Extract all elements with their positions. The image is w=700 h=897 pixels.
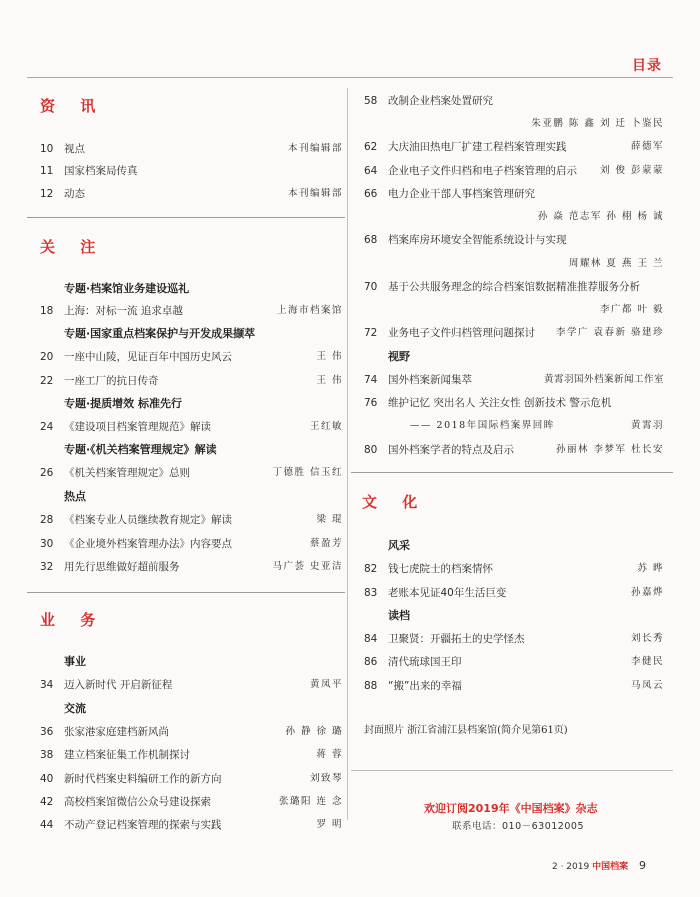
entry-author: 蒋 蓉: [316, 749, 343, 760]
subheading: 专题·提质增效 标准先行: [64, 397, 183, 410]
entry-title: 大庆油田热电厂扩建工程档案管理实践: [388, 141, 567, 153]
entry-title: 《档案专业人员继续教育规定》解读: [64, 514, 232, 526]
toc-entry[interactable]: [364, 630, 664, 648]
toc-entry[interactable]: [364, 138, 664, 156]
entry-page: 82: [364, 563, 378, 575]
toc-entry[interactable]: [40, 816, 343, 834]
entry-title: “搬”出来的幸福: [388, 680, 462, 692]
entry-title: 《机关档案管理规定》总则: [64, 467, 190, 479]
subheading: 交流: [64, 702, 86, 715]
subscribe-phone: 联系电话：010－63012005: [452, 821, 584, 832]
entry-title: 业务电子文件归档管理问题探讨: [388, 327, 535, 339]
entry-page: 30: [40, 538, 54, 550]
section-rule: [27, 217, 345, 218]
toc-entry[interactable]: [364, 162, 664, 180]
toc-entry[interactable]: [40, 372, 343, 390]
entry-title: 档案库房环境安全智能系统设计与实现: [388, 234, 567, 246]
entry-page: 76: [364, 397, 378, 409]
toc-entry[interactable]: [40, 418, 343, 436]
entry-title: 新时代档案史料编研工作的新方向: [64, 773, 222, 785]
entry-author: 王红敏: [309, 421, 343, 432]
entry-subtitle: —— 2018年国际档案界回眸: [410, 420, 555, 431]
section-wenhua: 文 化: [362, 493, 428, 511]
entry-author: 王 伟: [316, 375, 343, 386]
section-rule: [27, 592, 345, 593]
toc-entry[interactable]: [40, 348, 343, 366]
toc-entry[interactable]: [40, 464, 343, 482]
entry-page: 74: [364, 374, 378, 386]
entry-author: 黄霄羽国外档案新闻工作室: [543, 374, 664, 385]
subheading: 事业: [64, 655, 86, 668]
entry-page: 12: [40, 188, 54, 200]
subheading: 专题·档案馆业务建设巡礼: [64, 282, 190, 295]
subscribe-banner: 欢迎订阅2019年《中国档案》杂志: [424, 802, 598, 815]
toc-entry[interactable]: [364, 441, 664, 459]
section-rule: [351, 770, 673, 771]
entry-author: 罗 明: [316, 819, 343, 830]
entry-page: 40: [40, 773, 54, 785]
entry-author: 张璐阳 连 念: [278, 796, 343, 807]
entry-title: 《企业境外档案管理办法》内容要点: [64, 538, 232, 550]
toc-entry[interactable]: [40, 723, 343, 741]
entry-title: 高校档案馆微信公众号建设探索: [64, 796, 211, 808]
entry-page: 62: [364, 141, 378, 153]
entry-title: 国外档案学者的特点及启示: [388, 444, 514, 456]
toc-entry[interactable]: [364, 324, 664, 342]
entry-page: 32: [40, 561, 54, 573]
issue-number: 2 · 2019: [552, 862, 590, 872]
entry-page: 38: [40, 749, 54, 761]
section-yewu: 业 务: [40, 611, 106, 629]
toc-entry[interactable]: [364, 653, 664, 671]
entry-authors: 周耀林 夏 燕 王 兰: [568, 258, 664, 269]
toc-entry[interactable]: [40, 302, 343, 320]
entry-title: 动态: [64, 188, 85, 200]
entry-authors: 李广都 叶 毅: [599, 304, 664, 315]
entry-page: 18: [40, 305, 54, 317]
entry-page: 84: [364, 633, 378, 645]
cover-photo-note: 封面照片 浙江省浦江县档案馆(简介见第61页): [364, 725, 568, 736]
entry-page: 22: [40, 375, 54, 387]
entry-author: 梁 琨: [316, 514, 343, 525]
entry-author: 上海市档案馆: [276, 305, 343, 316]
entry-title: 国外档案新闻集萃: [388, 374, 472, 386]
entry-title: 上海：对标一流 追求卓越: [64, 305, 183, 317]
column-divider: [347, 88, 348, 820]
page-footer: [552, 859, 646, 872]
toc-entry[interactable]: [364, 278, 664, 296]
entry-author: 马凤云: [630, 680, 664, 691]
toc-entry[interactable]: [364, 92, 664, 110]
entry-page: 66: [364, 188, 378, 200]
entry-title: 建立档案征集工作机制探讨: [64, 749, 190, 761]
entry-author: 本刊编辑部: [287, 143, 343, 154]
entry-author: 刘长秀: [630, 633, 664, 644]
entry-page: 11: [40, 165, 54, 177]
toc-entry[interactable]: [364, 231, 664, 249]
toc-entry[interactable]: [364, 584, 664, 602]
entry-title: 钱七虎院士的档案情怀: [388, 563, 493, 575]
subheading: 热点: [64, 490, 86, 503]
toc-entry[interactable]: [40, 676, 343, 694]
entry-author: 刘致琴: [309, 773, 343, 784]
toc-entry[interactable]: [40, 162, 343, 180]
entry-page: 36: [40, 726, 54, 738]
entry-page: 44: [40, 819, 54, 831]
entry-author: 李健民: [630, 656, 664, 667]
entry-title: 卫聚贤：开疆拓土的史学怪杰: [388, 633, 525, 645]
entry-title: 企业电子文件归档和电子档案管理的启示: [388, 165, 577, 177]
entry-author: 李学广 袁春新 骆建珍: [555, 327, 664, 338]
entry-page: 10: [40, 143, 54, 155]
entry-page: 20: [40, 351, 54, 363]
entry-author: 王 伟: [316, 351, 343, 362]
entry-author: 本刊编辑部: [287, 188, 343, 199]
header-rule: [27, 77, 673, 78]
entry-author: 孙嘉烨: [630, 587, 664, 598]
entry-author: 刘 俊 彭蒙蒙: [599, 165, 664, 176]
page-number: 9: [638, 859, 646, 872]
entry-title: 《建设项目档案管理规范》解读: [64, 421, 211, 433]
entry-page: 42: [40, 796, 54, 808]
subheading: 专题·国家重点档案保护与开发成果撷萃: [64, 327, 256, 340]
toc-entry[interactable]: [40, 535, 343, 553]
entry-title: 清代琉球国王印: [388, 656, 462, 668]
entry-page: 28: [40, 514, 54, 526]
entry-author: 孙丽林 李梦军 杜长安: [555, 444, 664, 455]
entry-author: 蔡盈芳: [309, 538, 343, 549]
entry-authors: 朱亚鹏 陈 鑫 刘 迁 卜鉴民: [531, 118, 664, 129]
toc-label: 目录: [632, 58, 662, 74]
entry-title: 一座中山陵，见证百年中国历史风云: [64, 351, 232, 363]
subheading: 读档: [388, 609, 410, 622]
toc-entry[interactable]: [40, 511, 343, 529]
toc-entry[interactable]: [364, 371, 664, 389]
entry-title: 国家档案局传真: [64, 165, 138, 177]
toc-entry[interactable]: [40, 770, 343, 788]
entry-title: 基于公共服务理念的综合档案馆数据精准推荐服务分析: [388, 281, 640, 293]
entry-title: 迈入新时代 开启新征程: [64, 679, 173, 691]
entry-page: 72: [364, 327, 378, 339]
entry-page: 83: [364, 587, 378, 599]
entry-title: 不动产登记档案管理的探索与实践: [64, 819, 222, 831]
toc-entry[interactable]: [364, 394, 664, 412]
section-guanzhu: 关 注: [40, 238, 106, 256]
toc-entry[interactable]: [40, 185, 343, 203]
toc-entry[interactable]: [40, 746, 343, 764]
entry-author: 丁德胜 信玉红: [272, 467, 343, 478]
subheading: 专题·《机关档案管理规定》解读: [64, 443, 217, 456]
subheading: 风采: [388, 539, 410, 552]
entry-page: 86: [364, 656, 378, 668]
entry-author: 薛德军: [630, 141, 664, 152]
entry-page: 70: [364, 281, 378, 293]
section-rule: [351, 472, 673, 473]
toc-entry[interactable]: [40, 140, 343, 158]
entry-title: 张家港家庭建档新风尚: [64, 726, 169, 738]
entry-page: 64: [364, 165, 378, 177]
entry-author: 孙 静 徐 璐: [285, 726, 343, 737]
section-zixun: 资 讯: [40, 97, 106, 115]
toc-entry[interactable]: [364, 677, 664, 695]
entry-author: 黄凤平: [309, 679, 343, 690]
entry-page: 24: [40, 421, 54, 433]
toc-entry[interactable]: [364, 560, 664, 578]
entry-title: 改制企业档案处置研究: [388, 95, 493, 107]
entry-title: 视点: [64, 143, 85, 155]
entry-title: 维护记忆 突出名人 关注女性 创新技术 警示危机: [388, 397, 612, 409]
entry-author: 苏 晔: [637, 563, 664, 574]
toc-entry[interactable]: [40, 558, 343, 576]
entry-title: 老账本见证40年生活巨变: [388, 587, 507, 599]
toc-entry[interactable]: [40, 793, 343, 811]
entry-title: 一座工厂的抗日传奇: [64, 375, 159, 387]
entry-author: 马广荟 史亚洁: [272, 561, 343, 572]
entry-page: 88: [364, 680, 378, 692]
entry-authors: 孙 焱 范志军 孙 栩 杨 诚: [537, 211, 664, 222]
entry-page: 58: [364, 95, 378, 107]
entry-page: 26: [40, 467, 54, 479]
entry-title: 用先行思维做好超前服务: [64, 561, 180, 573]
toc-entry[interactable]: [364, 185, 664, 203]
subheading: 视野: [388, 350, 410, 363]
entry-authors: 黄霄羽: [630, 420, 664, 431]
entry-page: 80: [364, 444, 378, 456]
magazine-logo: 中国档案: [592, 862, 629, 872]
entry-page: 34: [40, 679, 54, 691]
entry-page: 68: [364, 234, 378, 246]
entry-title: 电力企业干部人事档案管理研究: [388, 188, 535, 200]
